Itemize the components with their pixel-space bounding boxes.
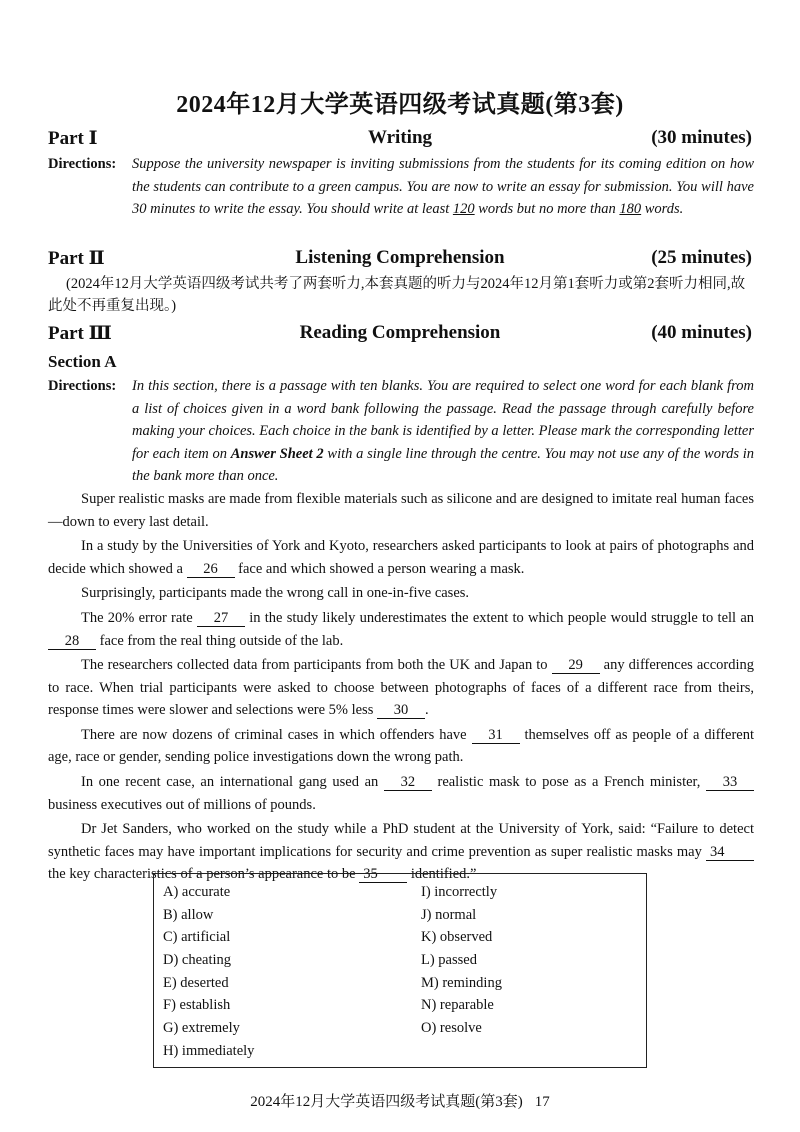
paragraph-2: In a study by the Universities of York and Kyoto, researchers asked participants to look at pairs of photographs and decide which showed a 26 face and which showed a person wearing a mask.: [48, 538, 754, 577]
blank-27: 27: [197, 610, 245, 627]
blank-34: 34: [706, 844, 754, 861]
min-words: 120: [452, 201, 475, 217]
word-bank: [153, 873, 647, 1068]
part-1-label: Part Ⅰ: [48, 128, 98, 149]
word-bank-item: G) extremely: [163, 1020, 240, 1037]
listening-note: (2024年12月大学英语四级考试共考了两套听力,本套真题的听力与2024年12月第1套听力或第2套听力相同,故此处不再重复出现。): [48, 276, 746, 314]
directions-text: Suppose the university newspaper is inviting submissions from the students for its coming edition on how the students can contribute to a green campus. You are now to write an essay for submission. You will have 30 minutes to write the essay. You should write at least 120 words but no more than 180 words.: [132, 156, 754, 217]
word-bank-item: L) passed: [421, 952, 477, 969]
word-bank-item: O) resolve: [421, 1020, 482, 1037]
word-bank-item: E) deserted: [163, 974, 229, 991]
blank-28: 28: [48, 633, 96, 650]
directions-label: Directions:: [48, 378, 117, 394]
word-bank-left-column: [163, 881, 393, 1063]
max-words: 180: [619, 201, 642, 217]
blank-35: 35: [359, 866, 407, 883]
word-bank-item: C) artificial: [163, 929, 231, 946]
blank-26: 26: [187, 561, 235, 578]
part-3-header: [48, 322, 752, 348]
part-3-label: Part Ⅲ: [48, 323, 112, 344]
answer-sheet-ref: Answer Sheet 2: [230, 445, 324, 462]
part-2-name: Listening Comprehension: [295, 247, 505, 268]
paragraph-1: Super realistic masks are made from flexible materials such as silicone and are designed to imitate real human faces—down to every last detail.: [48, 491, 754, 530]
blank-31: 31: [472, 727, 520, 744]
paragraph-8: Dr Jet Sanders, who worked on the study while a PhD student at the University of York, said: “Failure to detect synthetic faces may have important implications for security and crime prevention as super realistic masks may 34 the key characteristics of a person’s appearance to be 35 identified.”: [48, 821, 754, 883]
page-footer: [0, 1090, 800, 1111]
blank-29: 29: [552, 657, 600, 674]
paragraph-4: The 20% error rate 27 in the study likely underestimates the extent to which people would struggle to tell an 28 face from the real thing outside of the lab.: [48, 607, 754, 652]
blank-33: 33: [706, 774, 754, 791]
part-2-header: [48, 247, 752, 273]
directions-text: In this section, there is a passage with ten blanks. You are required to select one word for each blank from a list of choices given in a word bank following the passage. Read the passage through carefully before making your choices. Each choice in the bank is identified by a letter. Please mark the corresponding letter for each item on Answer Sheet 2 with a single line through the centre. You may not use any of the words in the bank more than once.: [132, 378, 754, 484]
word-bank-item: F) establish: [163, 997, 231, 1014]
page-title: 2024年12月大学英语四级考试真题(第3套): [176, 92, 624, 118]
part-2-time: (25 minutes): [651, 247, 752, 268]
word-bank-item: M) reminding: [421, 974, 502, 991]
paragraph-6: There are now dozens of criminal cases in which offenders have 31 themselves off as people of a different age, race or gender, sending police investigations down the wrong path.: [48, 726, 755, 766]
blank-30: 30: [377, 702, 425, 719]
word-bank-item: I) incorrectly: [421, 884, 498, 900]
section-a-heading: Section A: [48, 352, 117, 371]
paragraph-7: In one recent case, an international gang used an 32 realistic mask to pose as a French minister, 33 business executives out of millions of pounds.: [48, 771, 754, 816]
paragraph-5: The researchers collected data from participants from both the UK and Japan to 29 any differences according to race. When trial participants were asked to choose between photographs of faces of a different race from theirs, response times were slower and selections were 5% less 30 .: [48, 657, 755, 719]
part-3-directions: [48, 375, 754, 488]
part-3-time: (40 minutes): [651, 322, 752, 343]
word-bank-item: H) immediately: [163, 1042, 255, 1059]
word-bank-item: J) normal: [421, 906, 477, 923]
word-bank-item: K) observed: [421, 929, 493, 946]
page-number: 17: [534, 1094, 550, 1110]
reading-passage: [48, 488, 754, 888]
part-1-time: (30 minutes): [651, 127, 752, 148]
part-1-name: Writing: [367, 127, 433, 148]
part-2-label: Part Ⅱ: [48, 248, 105, 269]
word-bank-right-column: [421, 881, 651, 1040]
part-3-name: Reading Comprehension: [299, 322, 501, 343]
word-bank-item: D) cheating: [163, 952, 232, 969]
blank-32: 32: [384, 774, 432, 791]
word-bank-item: N) reparable: [421, 997, 494, 1014]
word-bank-item: A) accurate: [163, 884, 231, 900]
paragraph-3: Surprisingly, participants made the wrong call in one-in-five cases.: [81, 585, 470, 602]
word-bank-item: B) allow: [163, 906, 214, 923]
directions-label: Directions:: [48, 156, 117, 172]
part-1-header: [48, 127, 752, 153]
footer-title: 2024年12月大学英语四级考试真题(第3套): [250, 1094, 523, 1110]
part-1-directions: [48, 153, 754, 221]
